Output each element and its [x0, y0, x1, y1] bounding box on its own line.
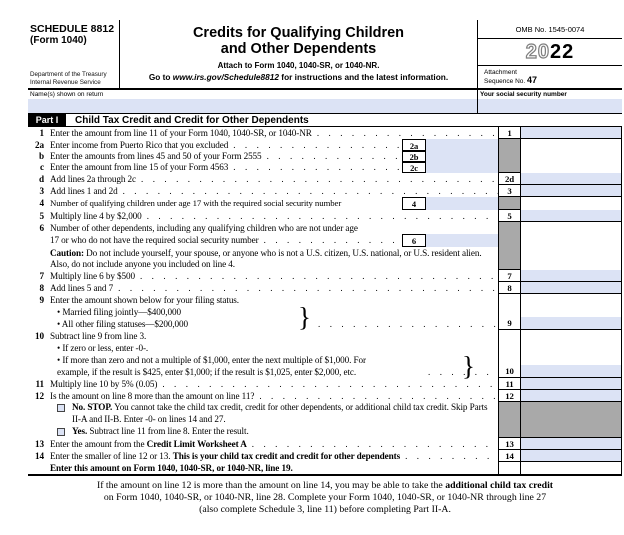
line-14-instruction: Enter this amount on Form 1040, 1040-SR, or 1040-NR, line 19. — [50, 463, 293, 473]
line-11-box-label: 11 — [498, 378, 521, 390]
caution-label: Caution: — [50, 248, 84, 258]
line-13-box-label: 13 — [498, 438, 521, 450]
line-9-row — [28, 294, 622, 330]
line-2d-row — [28, 173, 622, 185]
form-header — [28, 20, 622, 90]
additional-ctc-note — [28, 480, 622, 516]
line-14-row — [28, 450, 622, 462]
line-12-text: Is the amount on line 8 more than the amount on line 11? — [50, 391, 255, 401]
line-13-amount-field[interactable] — [521, 438, 622, 450]
line-2c-shaded-cell — [498, 162, 521, 173]
line-9-intro: Enter the amount shown below for your filing status. — [50, 295, 239, 305]
attachment-sequence: Attachment Sequence No. 47 — [484, 69, 538, 85]
line-1-box-label: 1 — [498, 127, 521, 139]
dotted-leader — [264, 234, 402, 247]
line-6-row — [28, 222, 622, 270]
line-10-row — [28, 330, 622, 381]
line-9-bullet-mfj: • Married filing jointly—$400,000 — [57, 307, 181, 317]
line-2c-number: c — [40, 162, 44, 172]
line-13-number: 13 — [35, 439, 44, 449]
irs-url: www.irs.gov/Schedule8812 — [172, 72, 279, 82]
line-9-amount-field[interactable] — [521, 317, 621, 329]
part-1-label: Part I — [28, 114, 66, 126]
line-2b-amount-field[interactable] — [426, 151, 498, 162]
part-1-title: Child Tax Credit and Credit for Other Dependents — [75, 115, 309, 126]
line-14-text: Enter the smaller of line 12 or 13. This is your child tax credit and credit for other dependents — [50, 451, 401, 461]
line-2d-text: Add lines 2a through 2c — [50, 174, 136, 184]
line-6-box-label: 6 — [402, 234, 426, 247]
line-2a-box-label: 2a — [402, 139, 426, 151]
line-11-amount-field[interactable] — [521, 378, 622, 390]
dotted-leader — [233, 139, 402, 151]
line-6-shaded-cell — [498, 222, 521, 270]
no-stop-label: No. STOP. — [72, 402, 113, 412]
dotted-leader — [428, 367, 496, 377]
dotted-leader — [233, 162, 402, 173]
line-14-amount-field[interactable] — [521, 450, 622, 462]
checkbox-shaded-cell-right — [521, 402, 622, 438]
line-10-number: 10 — [35, 331, 44, 341]
line-13-row — [28, 438, 622, 450]
line-11-row — [28, 378, 622, 390]
line-4-number: 4 — [39, 198, 44, 208]
line-2c-text: Enter the amount from line 15 of your Form 4563 — [50, 162, 229, 172]
form-title-line1: Credits for Qualifying Children — [192, 25, 405, 41]
line-1-number: 1 — [39, 128, 44, 138]
line-10-bullet-multiple-line1: • If more than zero and not a multiple of $1,000, enter the next multiple of $1,000. For — [57, 355, 367, 365]
line-2d-box-label: 2d — [498, 173, 521, 185]
line-2b-shaded-cell — [498, 151, 521, 162]
attach-instruction: Attach to Form 1040, 1040-SR, or 1040-NR. — [217, 61, 380, 70]
line-12-yes-checkbox[interactable] — [57, 428, 65, 436]
line-5-box-label: 5 — [498, 210, 521, 222]
line-10-intro: Subtract line 9 from line 3. — [50, 331, 147, 341]
goto-instruction: Go to www.irs.gov/Schedule8812 for instructions and the latest information. — [148, 72, 449, 82]
line-11-text: Multiply line 10 by 5% (0.05) — [50, 379, 158, 389]
dotted-leader — [118, 282, 498, 294]
irs-label: Internal Revenue Service — [30, 78, 101, 86]
line-4-box-label: 4 — [402, 197, 426, 210]
note-line1: If the amount on line 12 is more than the amount on line 14, you may be able to take the additional child tax credit — [96, 480, 554, 491]
dotted-leader — [147, 210, 498, 222]
line-9-number: 9 — [39, 295, 44, 305]
line-1-amount-field[interactable] — [521, 127, 622, 139]
line-5-number: 5 — [39, 211, 44, 221]
line-10-box-label: 10 — [505, 366, 514, 376]
line-8-amount-field[interactable] — [521, 282, 622, 294]
line-4-count-field[interactable] — [426, 197, 498, 210]
line-3-row — [28, 185, 622, 197]
line-14-instruction-row — [28, 462, 622, 474]
line-10-bullet-zero: • If zero or less, enter -0-. — [57, 343, 149, 353]
line-5-amount-field[interactable] — [521, 210, 622, 222]
form-title-line2: and Other Dependents — [220, 41, 377, 57]
line-12-row — [28, 390, 622, 402]
brace-glyph: } — [298, 302, 311, 332]
line-2a-text: Enter income from Puerto Rico that you excluded — [50, 140, 229, 150]
dotted-leader — [140, 270, 498, 282]
line-13-text: Enter the amount from the Credit Limit Worksheet A — [50, 439, 247, 449]
line-1-row — [28, 127, 622, 139]
line-2d-amount-field[interactable] — [521, 173, 622, 185]
line-7-text: Multiply line 6 by $500 — [50, 271, 135, 281]
line-8-text: Add lines 5 and 7 — [50, 283, 114, 293]
line-10-bullet-multiple-line2: example, if the result is $425, enter $1,000; if the result is $1,025, enter $2,000, etc. — [57, 367, 357, 377]
line-12-no-option: No. STOP. You cannot take the child tax credit, credit for other dependents, or additional child tax credit. Skip Parts II-A and II-B. Enter -0- on lines 14 and 27. — [72, 402, 488, 424]
dotted-leader — [267, 151, 402, 162]
line-6-text-line2: 17 or who do not have the required social security number — [50, 235, 259, 245]
line-8-row — [28, 282, 622, 294]
yes-label: Yes. — [72, 426, 88, 436]
line-5-row — [28, 210, 622, 222]
line-2a-row — [28, 139, 622, 151]
line-9-box-label: 9 — [507, 318, 512, 328]
checkbox-shaded-cell-left — [498, 402, 521, 438]
ssn-input[interactable] — [478, 99, 622, 113]
note-line2: on Form 1040, 1040-SR, or 1040-NR, line 28. Complete your Form 1040, 1040-SR, or 1040-NR through line 27 — [103, 492, 547, 503]
line-12-amount-field[interactable] — [521, 390, 622, 402]
line-6-text-line1: Number of other dependents, including any qualifying children who are not under age — [50, 223, 358, 233]
omb-number: OMB No. 1545-0074 — [478, 20, 622, 39]
line-7-box-label: 7 — [498, 270, 521, 282]
line-2a-amount-field[interactable] — [426, 139, 498, 151]
form-id-block — [28, 20, 120, 88]
line-12-box-label: 12 — [498, 390, 521, 402]
line-9-bullet-other: • All other filing statuses—$200,000 — [57, 319, 189, 329]
line-6-caution: Caution: Do not include yourself, your spouse, or anyone who is not a U.S. citizen, U.S. national, or U.S. resident alien. Also, do not include anyone you included on line 4. — [50, 248, 482, 269]
dotted-leader — [405, 450, 498, 462]
line-5-text: Multiply line 4 by $2,000 — [50, 211, 142, 221]
omb-year-block — [478, 20, 622, 88]
dotted-leader — [318, 319, 496, 329]
line-12-yes-option: Yes. Subtract line 11 from line 8. Enter the result. — [72, 426, 249, 436]
line-1-text: Enter the amount from line 11 of your Form 1040, 1040-SR, or 1040-NR — [50, 128, 312, 138]
schedule-number: SCHEDULE 8812 — [30, 23, 115, 35]
line-3-text: Add lines 1 and 2d — [50, 186, 118, 196]
dotted-leader — [259, 390, 498, 402]
name-ssn-row — [28, 90, 622, 114]
note-line3: (also complete Schedule 3, line 11) before completing Part II-A. — [199, 504, 451, 515]
dotted-leader — [123, 185, 498, 197]
line-2b-box-label: 2b — [402, 151, 426, 162]
tax-year: 2022 — [478, 39, 622, 66]
line-6-number: 6 — [39, 223, 44, 233]
ssn-label: Your social security number — [480, 91, 567, 98]
name-label: Name(s) shown on return — [30, 91, 104, 98]
brace-glyph: } — [462, 351, 475, 381]
part-1-header — [28, 114, 622, 127]
line-3-amount-field[interactable] — [521, 185, 622, 197]
line-14-number: 14 — [35, 451, 44, 461]
line-14-box-label: 14 — [498, 450, 521, 462]
dept-treasury-label: Department of the Treasury — [30, 71, 107, 78]
line-2c-box-label: 2c — [402, 162, 426, 173]
line-2a-shaded-cell — [498, 139, 521, 151]
line-10-amount-field[interactable] — [521, 365, 621, 377]
line-7-number: 7 — [39, 271, 44, 281]
line-2a-number: 2a — [35, 140, 44, 150]
line-6-count-field[interactable] — [426, 234, 498, 247]
line-2b-row — [28, 151, 622, 162]
line-12-no-checkbox[interactable] — [57, 404, 65, 412]
line-3-number: 3 — [39, 186, 44, 196]
section-divider — [28, 474, 622, 476]
line-4-text: Number of qualifying children under age 17 with the required social security number — [50, 198, 342, 208]
dotted-leader — [141, 173, 498, 185]
line-12-number: 12 — [35, 391, 44, 401]
line-4-row — [28, 197, 622, 210]
line-3-box-label: 3 — [498, 185, 521, 197]
dotted-leader — [252, 438, 498, 450]
dotted-leader — [162, 378, 498, 390]
line-7-row — [28, 270, 622, 282]
line-8-number: 8 — [39, 283, 44, 293]
name-input[interactable] — [28, 99, 477, 113]
dotted-leader — [317, 127, 498, 139]
line-7-amount-field[interactable] — [521, 270, 622, 282]
line-2d-number: d — [38, 174, 44, 184]
line-2b-text: Enter the amounts from lines 45 and 50 of your Form 2555 — [50, 151, 262, 161]
line-12-checkbox-block — [28, 402, 622, 438]
line-2b-number: b — [38, 151, 44, 161]
line-8-box-label: 8 — [498, 282, 521, 294]
form-title-block — [120, 20, 478, 88]
line-4-shaded-cell — [498, 197, 521, 210]
line-2c-row — [28, 162, 622, 173]
line-11-number: 11 — [35, 379, 44, 389]
form-number: (Form 1040) — [30, 35, 87, 46]
line-2c-amount-field[interactable] — [426, 162, 498, 173]
